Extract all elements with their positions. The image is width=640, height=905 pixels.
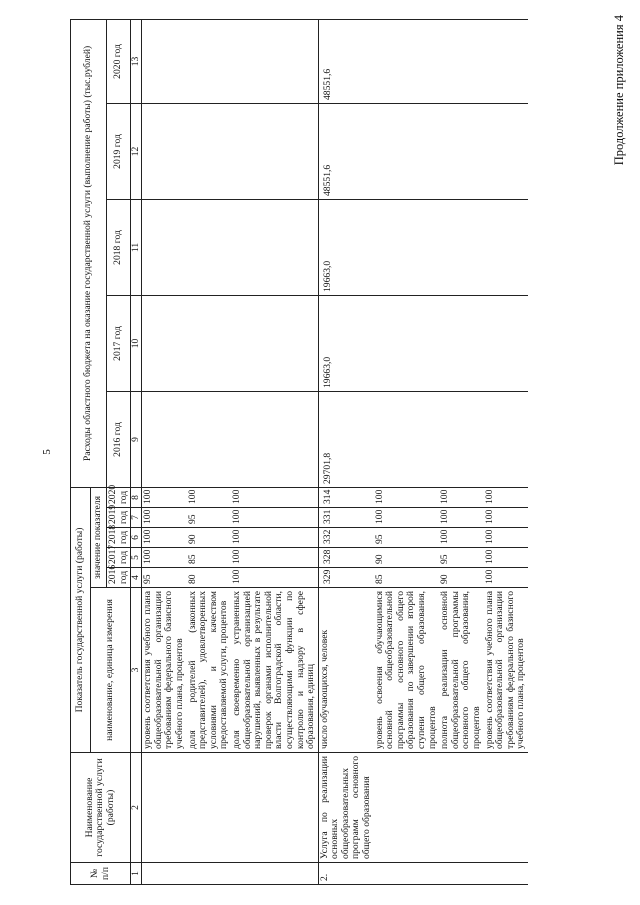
indicator-value: 85: [187, 548, 231, 568]
column-number: 6: [131, 528, 142, 548]
indicator-name: полнота реализации основной общеобразовательной программы основного общего образования, процентов: [439, 588, 483, 753]
header-group-expenses: Расходы областного бюджета на оказание государственной услуги (выполнение работы) (тыс.рублей): [71, 19, 107, 487]
expense-value: [374, 103, 440, 199]
expense-value: 48551,6: [318, 103, 373, 199]
indicator-value: 100: [187, 487, 231, 507]
expense-value: [187, 19, 231, 103]
indicator-value: 90: [374, 548, 440, 568]
indicator-value: 90: [187, 528, 231, 548]
indicator-value: 100: [439, 528, 483, 548]
column-number: 3: [131, 588, 142, 753]
table-body: [142, 19, 528, 884]
indicator-name: уровень освоения обучающимися основной общеобразовательной программы основного общего образования по завершении второй ступени общего образования, процентов: [374, 588, 440, 753]
indicator-value: 95: [374, 528, 440, 548]
table-row: [142, 19, 187, 884]
row-number: [142, 863, 187, 885]
expense-value: [142, 103, 187, 199]
expense-value: [187, 103, 231, 199]
expense-value: 19663,0: [318, 199, 373, 295]
table-row: [231, 19, 318, 884]
services-table: [70, 19, 528, 885]
indicator-value: 100: [484, 487, 528, 507]
expense-value: 29701,8: [318, 391, 373, 487]
header-group-indicator-values: значение показателя: [91, 487, 107, 587]
expense-value: [231, 19, 318, 103]
expense-value: [484, 19, 528, 103]
table-row: [318, 19, 373, 884]
service-name: [231, 753, 318, 863]
indicator-value: 85: [374, 568, 440, 588]
indicator-value: 329: [318, 568, 373, 588]
indicator-value: 100: [231, 548, 318, 568]
indicator-value: 100: [439, 487, 483, 507]
row-number: [374, 863, 440, 885]
header-year-expense: 2016 год: [107, 391, 131, 487]
header-year-value: 2017 год: [107, 548, 131, 568]
column-number: 12: [131, 103, 142, 199]
table-row: [374, 19, 440, 884]
header-year-value: 2018 год: [107, 528, 131, 548]
expense-value: [142, 391, 187, 487]
indicator-value: 100: [484, 568, 528, 588]
indicator-value: 331: [318, 508, 373, 528]
indicator-name: число обучающихся, человек: [318, 588, 373, 753]
header-year-expense: 2020 год: [107, 19, 131, 103]
expense-value: [439, 19, 483, 103]
expense-value: [439, 199, 483, 295]
column-number: 1: [131, 863, 142, 885]
column-number: 7: [131, 508, 142, 528]
expense-value: [374, 19, 440, 103]
expense-value: [231, 295, 318, 391]
indicator-name: уровень соответствия учебного плана общеобразовательной организации требованиям федерального базисного учебного плана, процентов: [142, 588, 187, 753]
expense-value: [142, 295, 187, 391]
indicator-value: 95: [439, 548, 483, 568]
expense-value: [439, 103, 483, 199]
expense-value: 48551,6: [318, 19, 373, 103]
expense-value: [484, 295, 528, 391]
column-number: 2: [131, 753, 142, 863]
indicator-value: 95: [187, 508, 231, 528]
expense-value: [231, 391, 318, 487]
column-number: 9: [131, 391, 142, 487]
page-number: 5: [41, 449, 53, 455]
column-number: 5: [131, 548, 142, 568]
expense-value: [484, 391, 528, 487]
table-row: [439, 19, 483, 884]
service-name: [142, 753, 187, 863]
service-name: [439, 753, 483, 863]
indicator-name: доля своевременно устраненных общеобразовательной организацией нарушений, выявленных в результате проверок органами исполнительной власти Волгоградской области, осуществляющими функции по контролю и надзору в сфере образования, единиц: [231, 588, 318, 753]
indicator-value: 100: [484, 548, 528, 568]
indicator-value: 100: [142, 528, 187, 548]
table-row: [484, 19, 528, 884]
service-name: [374, 753, 440, 863]
header-year-expense: 2019 год: [107, 103, 131, 199]
indicator-value: 100: [374, 508, 440, 528]
table-row: [187, 19, 231, 884]
row-number: [439, 863, 483, 885]
expense-value: [142, 19, 187, 103]
indicator-value: 100: [231, 508, 318, 528]
expense-value: [484, 199, 528, 295]
expense-value: 19663,0: [318, 295, 373, 391]
continuation-label: Продолжение приложения 4: [612, 15, 626, 166]
header-year-expense: 2018 год: [107, 199, 131, 295]
expense-value: [231, 103, 318, 199]
indicator-value: 100: [231, 568, 318, 588]
expense-value: [374, 295, 440, 391]
header-col-service: Наименование государственной услуги (работы): [71, 753, 131, 863]
expense-value: [374, 391, 440, 487]
expense-value: [439, 391, 483, 487]
expense-value: [142, 199, 187, 295]
header-col-no: № п/п: [71, 863, 131, 885]
table-header: [71, 19, 142, 884]
service-name: [187, 753, 231, 863]
header-group-indicator: Показатель государственной услуги (работы): [71, 487, 91, 752]
indicator-value: 80: [187, 568, 231, 588]
indicator-value: 100: [231, 528, 318, 548]
expense-value: [187, 391, 231, 487]
expense-value: [439, 295, 483, 391]
indicator-value: 100: [374, 487, 440, 507]
indicator-value: 100: [142, 548, 187, 568]
expense-value: [231, 199, 318, 295]
indicator-name: доля родителей (законных представителей), удовлетворенных условиями и качеством предоставляемой услуги, процентов: [187, 588, 231, 753]
indicator-value: 100: [484, 528, 528, 548]
indicator-value: 100: [142, 508, 187, 528]
row-number: [484, 863, 528, 885]
indicator-value: 95: [142, 568, 187, 588]
row-number: [187, 863, 231, 885]
expense-value: [187, 199, 231, 295]
expense-value: [187, 295, 231, 391]
indicator-value: 100: [439, 508, 483, 528]
header-year-value: 2020 год: [107, 487, 131, 507]
indicator-name: уровень соответствия учебного плана общеобразовательной организации требованиям федерального базисного учебного плана, процентов: [484, 588, 528, 753]
column-number: 4: [131, 568, 142, 588]
indicator-value: 100: [142, 487, 187, 507]
indicator-value: 332: [318, 528, 373, 548]
service-name: [484, 753, 528, 863]
expense-value: [484, 103, 528, 199]
header-year-expense: 2017 год: [107, 295, 131, 391]
indicator-value: 100: [484, 508, 528, 528]
row-number: [231, 863, 318, 885]
header-col-indicator-name: наименование, единица измерения: [91, 588, 131, 753]
indicator-value: 90: [439, 568, 483, 588]
expense-value: [374, 199, 440, 295]
column-number: 13: [131, 19, 142, 103]
column-number: 10: [131, 295, 142, 391]
column-number: 11: [131, 199, 142, 295]
header-year-value: 2019 год: [107, 508, 131, 528]
column-number: 8: [131, 487, 142, 507]
service-name: Услуга по реализации основных общеобразовательных программ основного общего образования: [318, 753, 373, 863]
indicator-value: 328: [318, 548, 373, 568]
indicator-value: 314: [318, 487, 373, 507]
indicator-value: 100: [231, 487, 318, 507]
row-number: 2.: [318, 863, 373, 885]
header-year-value: 2016 год: [107, 568, 131, 588]
